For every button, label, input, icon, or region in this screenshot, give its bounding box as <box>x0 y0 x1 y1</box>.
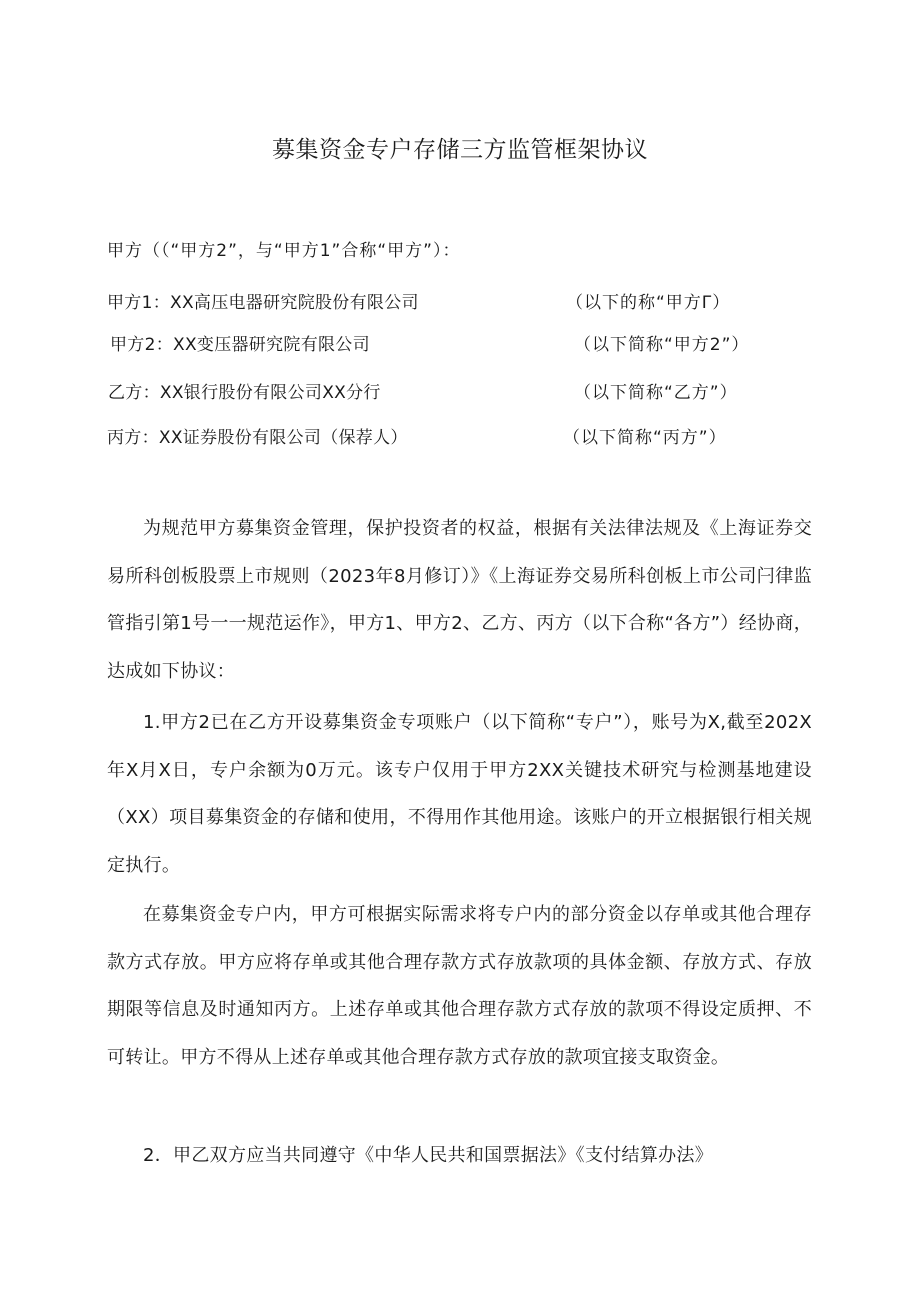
party-row-bing <box>0 423 920 453</box>
party-short-name: （以下简称“丙方”） <box>563 428 727 448</box>
party-row-yi <box>0 378 920 408</box>
party-row-jia2 <box>0 330 920 360</box>
party-name: 甲方2：XX变压器研究院有限公司 <box>110 335 370 355</box>
party-name: 乙方：XX银行股份有限公司XX分行 <box>108 383 381 403</box>
paragraph-clause-1: 1.甲方2已在乙方开设募集资金专项账户（以下简称“专户”），账号为X,截至202X年X月X日，专户余额为0万元。该专户仅用于甲方2XX关键技术研究与检测基地建设（XX）项目募集资金的存储和使用，不得用作其他用途。该账户的开立根据银行相关规定执行。 <box>107 712 812 876</box>
party-header: 甲方（（“甲方2”，与“甲方1”合称“甲方”）： <box>107 241 461 261</box>
party-short-name: （以下简称“乙方”） <box>574 383 738 403</box>
paragraph-deposit-terms: 在募集资金专户内，甲方可根据实际需求将专户内的部分资金以存单或其他合理存款方式存放。甲方应将存单或其他合理存款方式存放款项的具体金额、存放方式、存放期限等信息及时通知丙方。上述存单或其他合理存款方式存放的款项不得设定质押、不可转让。甲方不得从上述存单或其他合理存款方式存放的款项宜接支取资金。 <box>107 904 812 1068</box>
paragraph-preamble: 为规范甲方募集资金管理，保护投资者的权益，根据有关法律法规及《上海证券交易所科创板股票上市规则（2023年8月修订）》《上海证券交易所科创板上市公司闩律监管指引第1号一一规范运作》，甲方1、甲方2、乙方、丙方（以下合称“各方”）经协商，达成如下协议： <box>107 518 812 682</box>
party-name: 丙方：XX证券股份有限公司（保荐人） <box>107 428 408 448</box>
document-title: 募集资金专户存储三方监管框架协议 <box>272 137 648 163</box>
party-short-name: （以下简称“甲方2”） <box>574 335 750 355</box>
paragraph-clause-2: 2．甲乙双方应当共同遵守《中华人民共和国票据法》《支付结算办法》 <box>143 1145 714 1166</box>
party-short-name: （以下的称“甲方Γ） <box>566 293 731 313</box>
party-name: 甲方1：XX高压电器研究院股份有限公司 <box>107 293 419 313</box>
party-row-jia1 <box>0 288 920 318</box>
